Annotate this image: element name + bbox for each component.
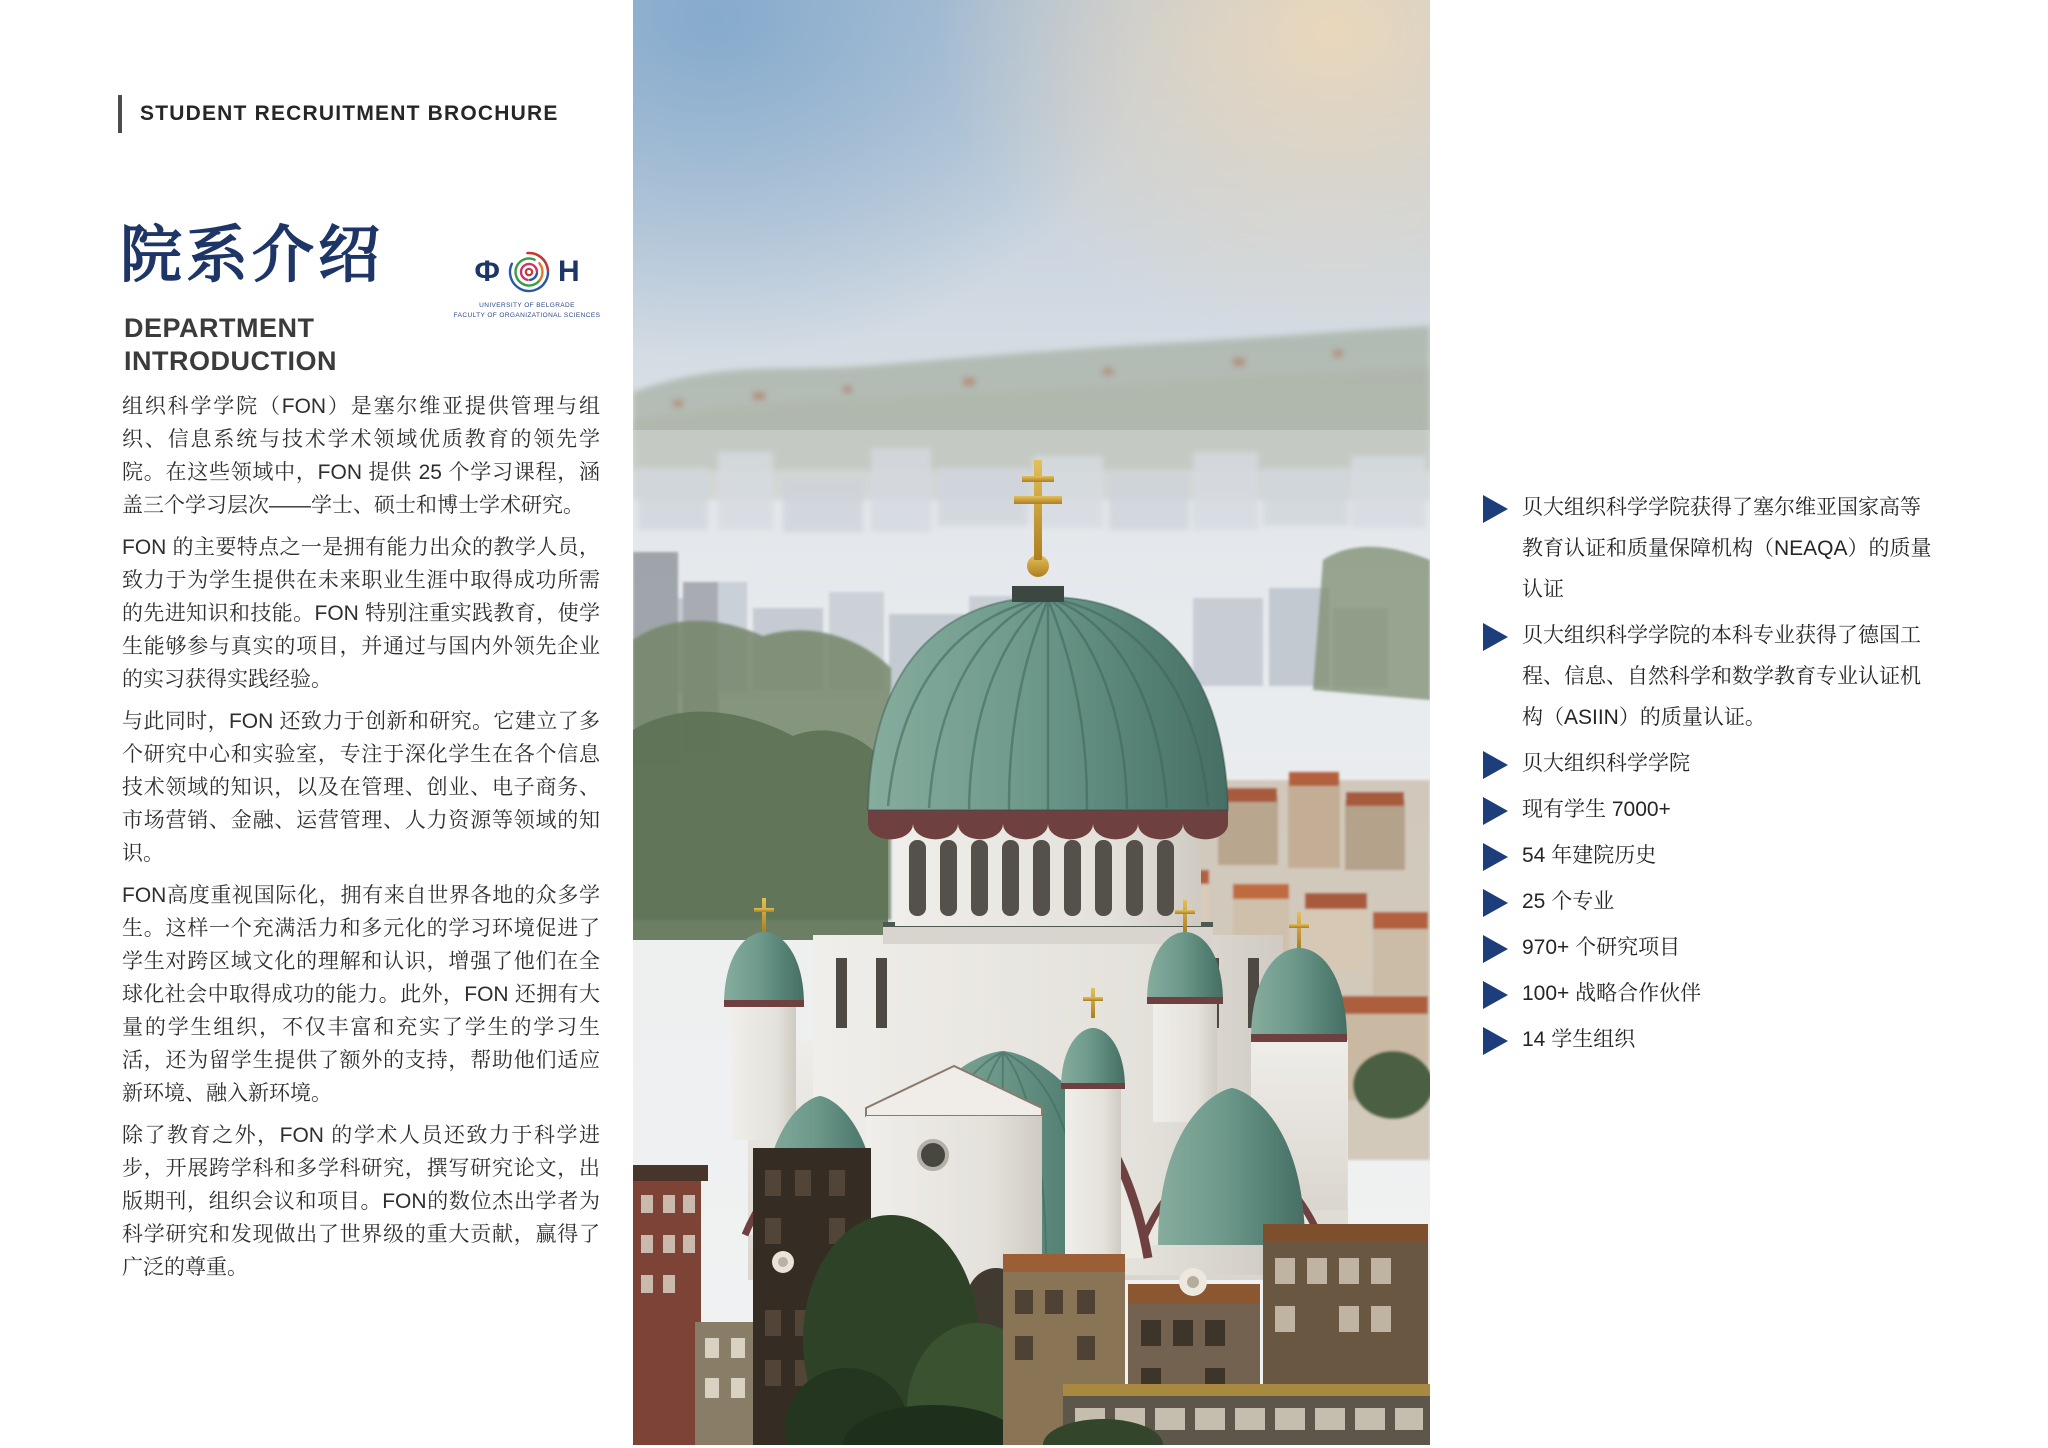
highlight-item: 贝大组织科学学院的本科专业获得了德国工程、信息、自然科学和数学教育专业认证机构（ASIIN）的质量认证。 (1483, 615, 1935, 738)
bullet-triangle-icon (1483, 623, 1508, 651)
highlight-item: 现有学生 7000+ (1483, 789, 1935, 830)
fon-logo-rings-icon (507, 250, 551, 294)
page-title: 院系介绍 (120, 221, 385, 290)
saint-sava-cityscape-photo (633, 0, 1430, 1445)
bullet-triangle-icon (1483, 889, 1508, 917)
bullet-triangle-icon (1483, 843, 1508, 871)
highlight-item: 970+ 个研究项目 (1483, 927, 1935, 968)
bullet-triangle-icon (1483, 1027, 1508, 1055)
logo-letter-h: Н (557, 255, 580, 288)
bullet-triangle-icon (1483, 981, 1508, 1009)
paragraph: FON 的主要特点之一是拥有能力出众的教学人员，致力于为学生提供在未来职业生涯中取得成功所需的先进知识和技能。FON 特别注重实践教育，使学生能够参与真实的项目，并通过与国内外领先企业的实习获得实践经验。 (122, 536, 600, 691)
page-subtitle: DEPARTMENT INTRODUCTION (124, 313, 337, 376)
fon-logo (452, 250, 602, 321)
paragraph: 组织科学学院（FON）是塞尔维亚提供管理与组织、信息系统与技术学术领域优质教育的领先学院。在这些领域中，FON 提供 25 个学习课程，涵盖三个学习层次——学士、硕士和博士学术研究。 (122, 395, 600, 517)
intro-paragraphs (122, 390, 600, 1293)
paragraph: 除了教育之外，FON 的学术人员还致力于科学进步，开展跨学科和多学科研究，撰写研究论文，出版期刊，组织会议和项目。FON的数位杰出学者为科学研究和发现做出了世界级的重大贡献，赢得了广泛的尊重。 (122, 1124, 600, 1279)
highlights-list (1483, 487, 1935, 1065)
highlight-item: 100+ 战略合作伙伴 (1483, 973, 1935, 1014)
eyebrow-text: STUDENT RECRUITMENT BROCHURE (140, 102, 559, 125)
logo-subtext: UNIVERSITY OF BELGRADE FACULTY OF ORGANIZATIONAL SCIENCES (453, 302, 601, 319)
bullet-triangle-icon (1483, 797, 1508, 825)
bullet-triangle-icon (1483, 751, 1508, 779)
highlight-item: 贝大组织科学学院获得了塞尔维亚国家高等教育认证和质量保障机构（NEAQA）的质量认证 (1483, 487, 1935, 610)
bullet-triangle-icon (1483, 495, 1508, 523)
paragraph: FON高度重视国际化，拥有来自世界各地的众多学生。这样一个充满活力和多元化的学习环境促进了学生对跨区域文化的理解和认识，增强了他们在全球化社会中取得成功的能力。此外，FON 还拥有大量的学生组织，不仅丰富和充实了学生的学习生活，还为留学生提供了额外的支持，帮助他们适应新环境、融入新环境。 (122, 884, 600, 1105)
bullet-triangle-icon (1483, 935, 1508, 963)
highlight-item: 54 年建院历史 (1483, 835, 1935, 876)
highlight-item: 25 个专业 (1483, 881, 1935, 922)
eyebrow (118, 95, 559, 133)
paragraph: 与此同时，FON 还致力于创新和研究。它建立了多个研究中心和实验室，专注于深化学生在各个信息技术领域的知识，以及在管理、创业、电子商务、市场营销、金融、运营管理、人力资源等领域的知识。 (122, 710, 600, 865)
eyebrow-accent-bar (118, 95, 122, 133)
highlight-item: 贝大组织科学学院 (1483, 743, 1935, 784)
highlight-item: 14 学生组织 (1483, 1019, 1935, 1060)
logo-letter-phi: Ф (474, 255, 500, 288)
